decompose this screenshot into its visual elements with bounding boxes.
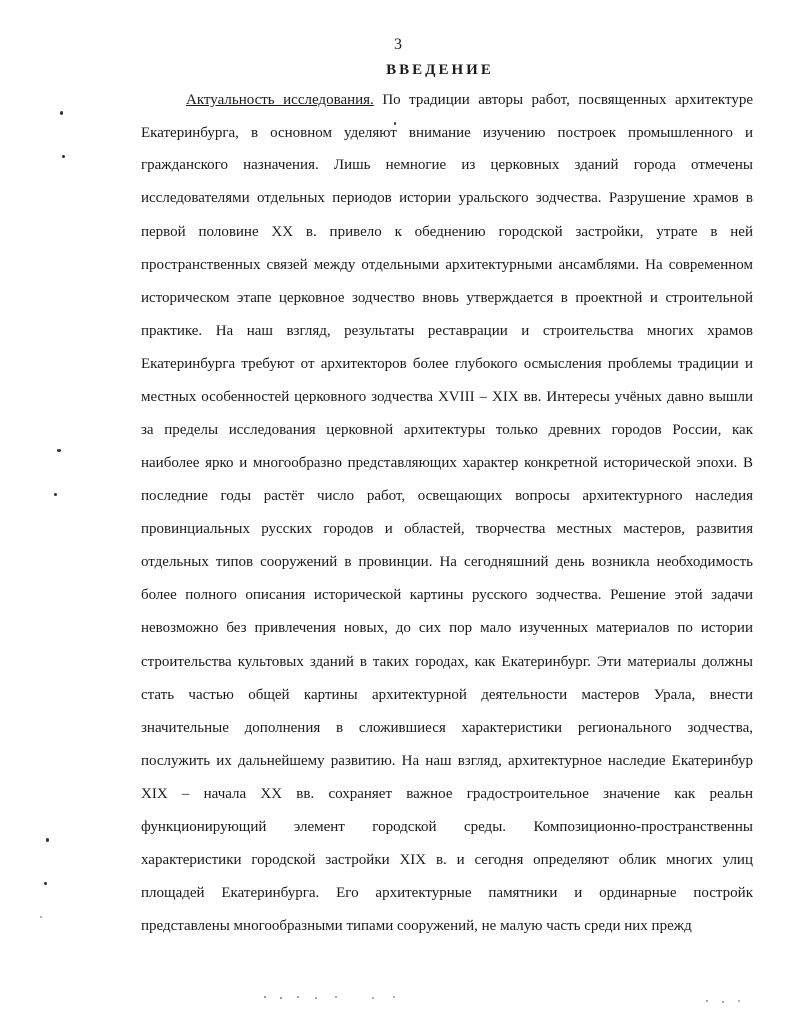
scan-speck (394, 122, 396, 125)
paragraph-line: Екатеринбурга требуют от архитекторов более глубокого осмысления проблемы традиции и (141, 356, 753, 372)
scan-speck (280, 997, 282, 999)
scan-speck (62, 155, 65, 158)
scan-speck (722, 1001, 724, 1003)
paragraph-line: отдельных типов сооружений в провинции. На сегодняшний день возникла необходимость (141, 554, 753, 570)
paragraph-line-1 (186, 91, 753, 109)
paragraph-line: XIX – начала XX вв. сохраняет важное градостроительное значение как реальн (141, 786, 753, 802)
scan-speck (60, 111, 63, 115)
paragraph-line: невозможно без привлечения новых, до сих пор мало изученных материалов по истории (141, 620, 753, 636)
paragraph-line: за пределы исследования церковной архитектуры только древних городов России, как (141, 422, 753, 438)
scan-speck (335, 996, 337, 998)
paragraph-line: функционирующий элемент городской среды. Композиционно-пространственны (141, 819, 753, 835)
paragraph-line: пространственных связей между отдельными архитектурными ансамблями. На современном (141, 257, 753, 273)
scan-speck (264, 996, 266, 998)
paragraph-line: первой половине XX в. привело к обеднению городской застройки, утрате в ней (141, 224, 753, 240)
paragraph-line: более полного описания исторической картины русского зодчества. Решение этой задачи (141, 587, 753, 603)
scan-speck (372, 997, 374, 999)
scan-speck (393, 996, 395, 998)
paragraph-line: площадей Екатеринбурга. Его архитектурные памятники и ординарные постройк (141, 885, 753, 901)
paragraph-line: историческом этапе церковное зодчество вновь утверждается в проектной и строительной (141, 290, 753, 306)
paragraph-line: стать частью общей картины архитектурной деятельности мастеров Урала, внести (141, 687, 753, 703)
scan-speck (54, 493, 57, 496)
paragraph-line: провинциальных русских городов и областей, творчества местных мастеров, развития (141, 521, 753, 537)
line-text: По традиции авторы работ, посвященных архитектуре (382, 92, 753, 108)
paragraph-line: местных особенностей церковного зодчества XVIII – XIX вв. Интересы учёных давно вышли (141, 389, 753, 405)
paragraph-line: гражданского назначения. Лишь немногие из церковных зданий города отмечены (141, 157, 753, 173)
scan-speck (315, 997, 317, 999)
paragraph-line: представлены многообразными типами сооружений, не малую часть среди них прежд (141, 918, 692, 934)
scan-speck (297, 996, 299, 998)
paragraph-line: наиболее ярко и многообразно представляющих характер конкретной исторической эпохи. В (141, 455, 753, 471)
scan-speck (706, 1000, 708, 1002)
scan-speck (40, 916, 42, 918)
paragraph-line: строительства культовых зданий в таких городах, как Екатеринбург. Эти материалы должны (141, 654, 753, 670)
scan-speck (57, 449, 61, 452)
page-number: 3 (394, 36, 402, 53)
section-heading: ВВЕДЕНИЕ (386, 62, 494, 78)
paragraph-line: значительные дополнения в сложившиеся характеристики регионального зодчества, (141, 720, 753, 736)
paragraph-line: Екатеринбурга, в основном уделяют внимание изучению построек промышленного и (141, 125, 753, 141)
paragraph-line: исследователями отдельных периодов истории уральского зодчества. Разрушение храмов в (141, 190, 753, 206)
scan-speck (46, 838, 49, 842)
paragraph-line: послужить их дальнейшему развитию. На наш взгляд, архитектурное наследие Екатеринбур (141, 753, 753, 769)
scan-speck (738, 1000, 740, 1002)
paragraph-line: практике. На наш взгляд, результаты реставрации и строительства многих храмов (141, 323, 753, 339)
paragraph-line: последние годы растёт число работ, освещающих вопросы архитектурного наследия (141, 488, 753, 504)
lead-heading: Актуальность исследования. (186, 92, 374, 108)
paragraph-line: характеристики городской застройки XIX в. и сегодня определяют облик многих улиц (141, 852, 753, 868)
scan-speck (44, 882, 47, 885)
